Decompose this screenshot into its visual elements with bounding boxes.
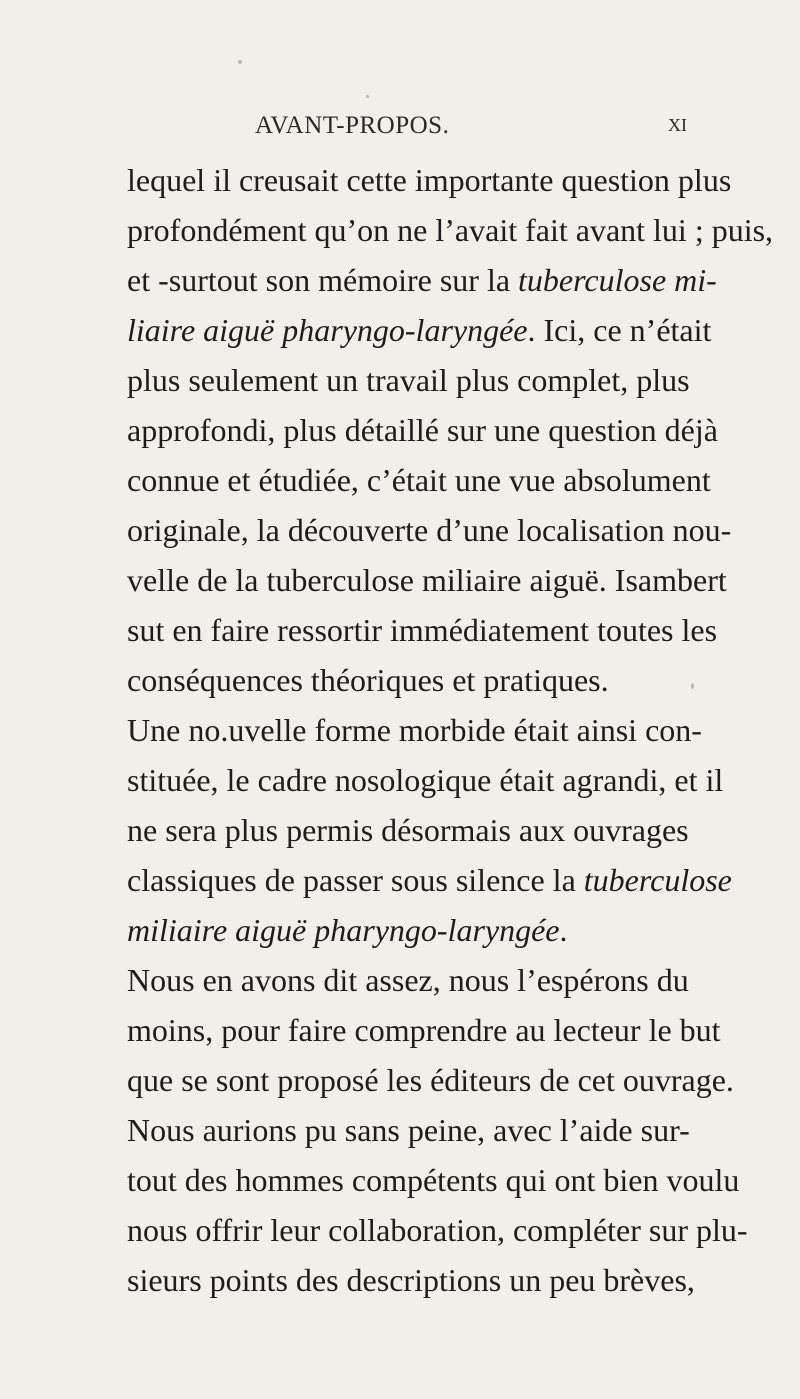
text-line: liaire aiguë pharyngo-laryngée. Ici, ce n’était bbox=[127, 312, 712, 348]
text-line: ne sera plus permis désormais aux ouvrages bbox=[127, 812, 689, 848]
italic-term: liaire aiguë pharyngo-laryngée bbox=[127, 312, 528, 348]
text-line: conséquences théoriques et pratiques. bbox=[127, 662, 609, 698]
running-title: AVANT-PROPOS. bbox=[255, 112, 450, 139]
text-line: nous offrir leur collaboration, compléter sur plu- bbox=[127, 1212, 748, 1248]
text-line: et -surtout son mémoire sur la tuberculose mi- bbox=[127, 262, 717, 298]
text-line: miliaire aiguë pharyngo-laryngée. bbox=[127, 912, 568, 948]
text-line: approfondi, plus détaillé sur une question déjà bbox=[127, 412, 718, 448]
text-line: Nous aurions pu sans peine, avec l’aide sur- bbox=[127, 1112, 690, 1148]
paper-speck bbox=[238, 60, 242, 64]
text-line: sieurs points des descriptions un peu brèves, bbox=[127, 1262, 695, 1298]
paper-speck bbox=[691, 683, 694, 689]
text-line: velle de la tuberculose miliaire aiguë. Isambert bbox=[127, 562, 727, 598]
page-number: XI bbox=[668, 115, 687, 135]
text-line: tout des hommes compétents qui ont bien voulu bbox=[127, 1162, 740, 1198]
text-line: profondément qu’on ne l’avait fait avant lui ; puis, bbox=[127, 212, 774, 248]
paper-speck bbox=[366, 95, 369, 98]
text-line: connue et étudiée, c’était une vue absolument bbox=[127, 462, 711, 498]
italic-term: miliaire aiguë pharyngo-laryngée bbox=[127, 912, 560, 948]
text-line: classiques de passer sous silence la tuberculose bbox=[127, 862, 732, 898]
body-text bbox=[127, 155, 774, 1305]
text-line: plus seulement un travail plus complet, plus bbox=[127, 362, 690, 398]
text-line: lequel il creusait cette importante question plus bbox=[127, 162, 732, 198]
italic-term: tuberculose bbox=[583, 862, 732, 898]
text-line: Nous en avons dit assez, nous l’espérons du bbox=[127, 962, 689, 998]
italic-term: tuberculose mi- bbox=[518, 262, 717, 298]
text-line: que se sont proposé les éditeurs de cet ouvrage. bbox=[127, 1062, 734, 1098]
text-line: Une no.uvelle forme morbide était ainsi con- bbox=[127, 712, 702, 748]
text-line: originale, la découverte d’une localisation nou- bbox=[127, 512, 732, 548]
text-line: sut en faire ressortir immédiatement toutes les bbox=[127, 612, 718, 648]
running-head bbox=[0, 112, 800, 142]
text-line: stituée, le cadre nosologique était agrandi, et il bbox=[127, 762, 724, 798]
text-line: moins, pour faire comprendre au lecteur le but bbox=[127, 1012, 721, 1048]
